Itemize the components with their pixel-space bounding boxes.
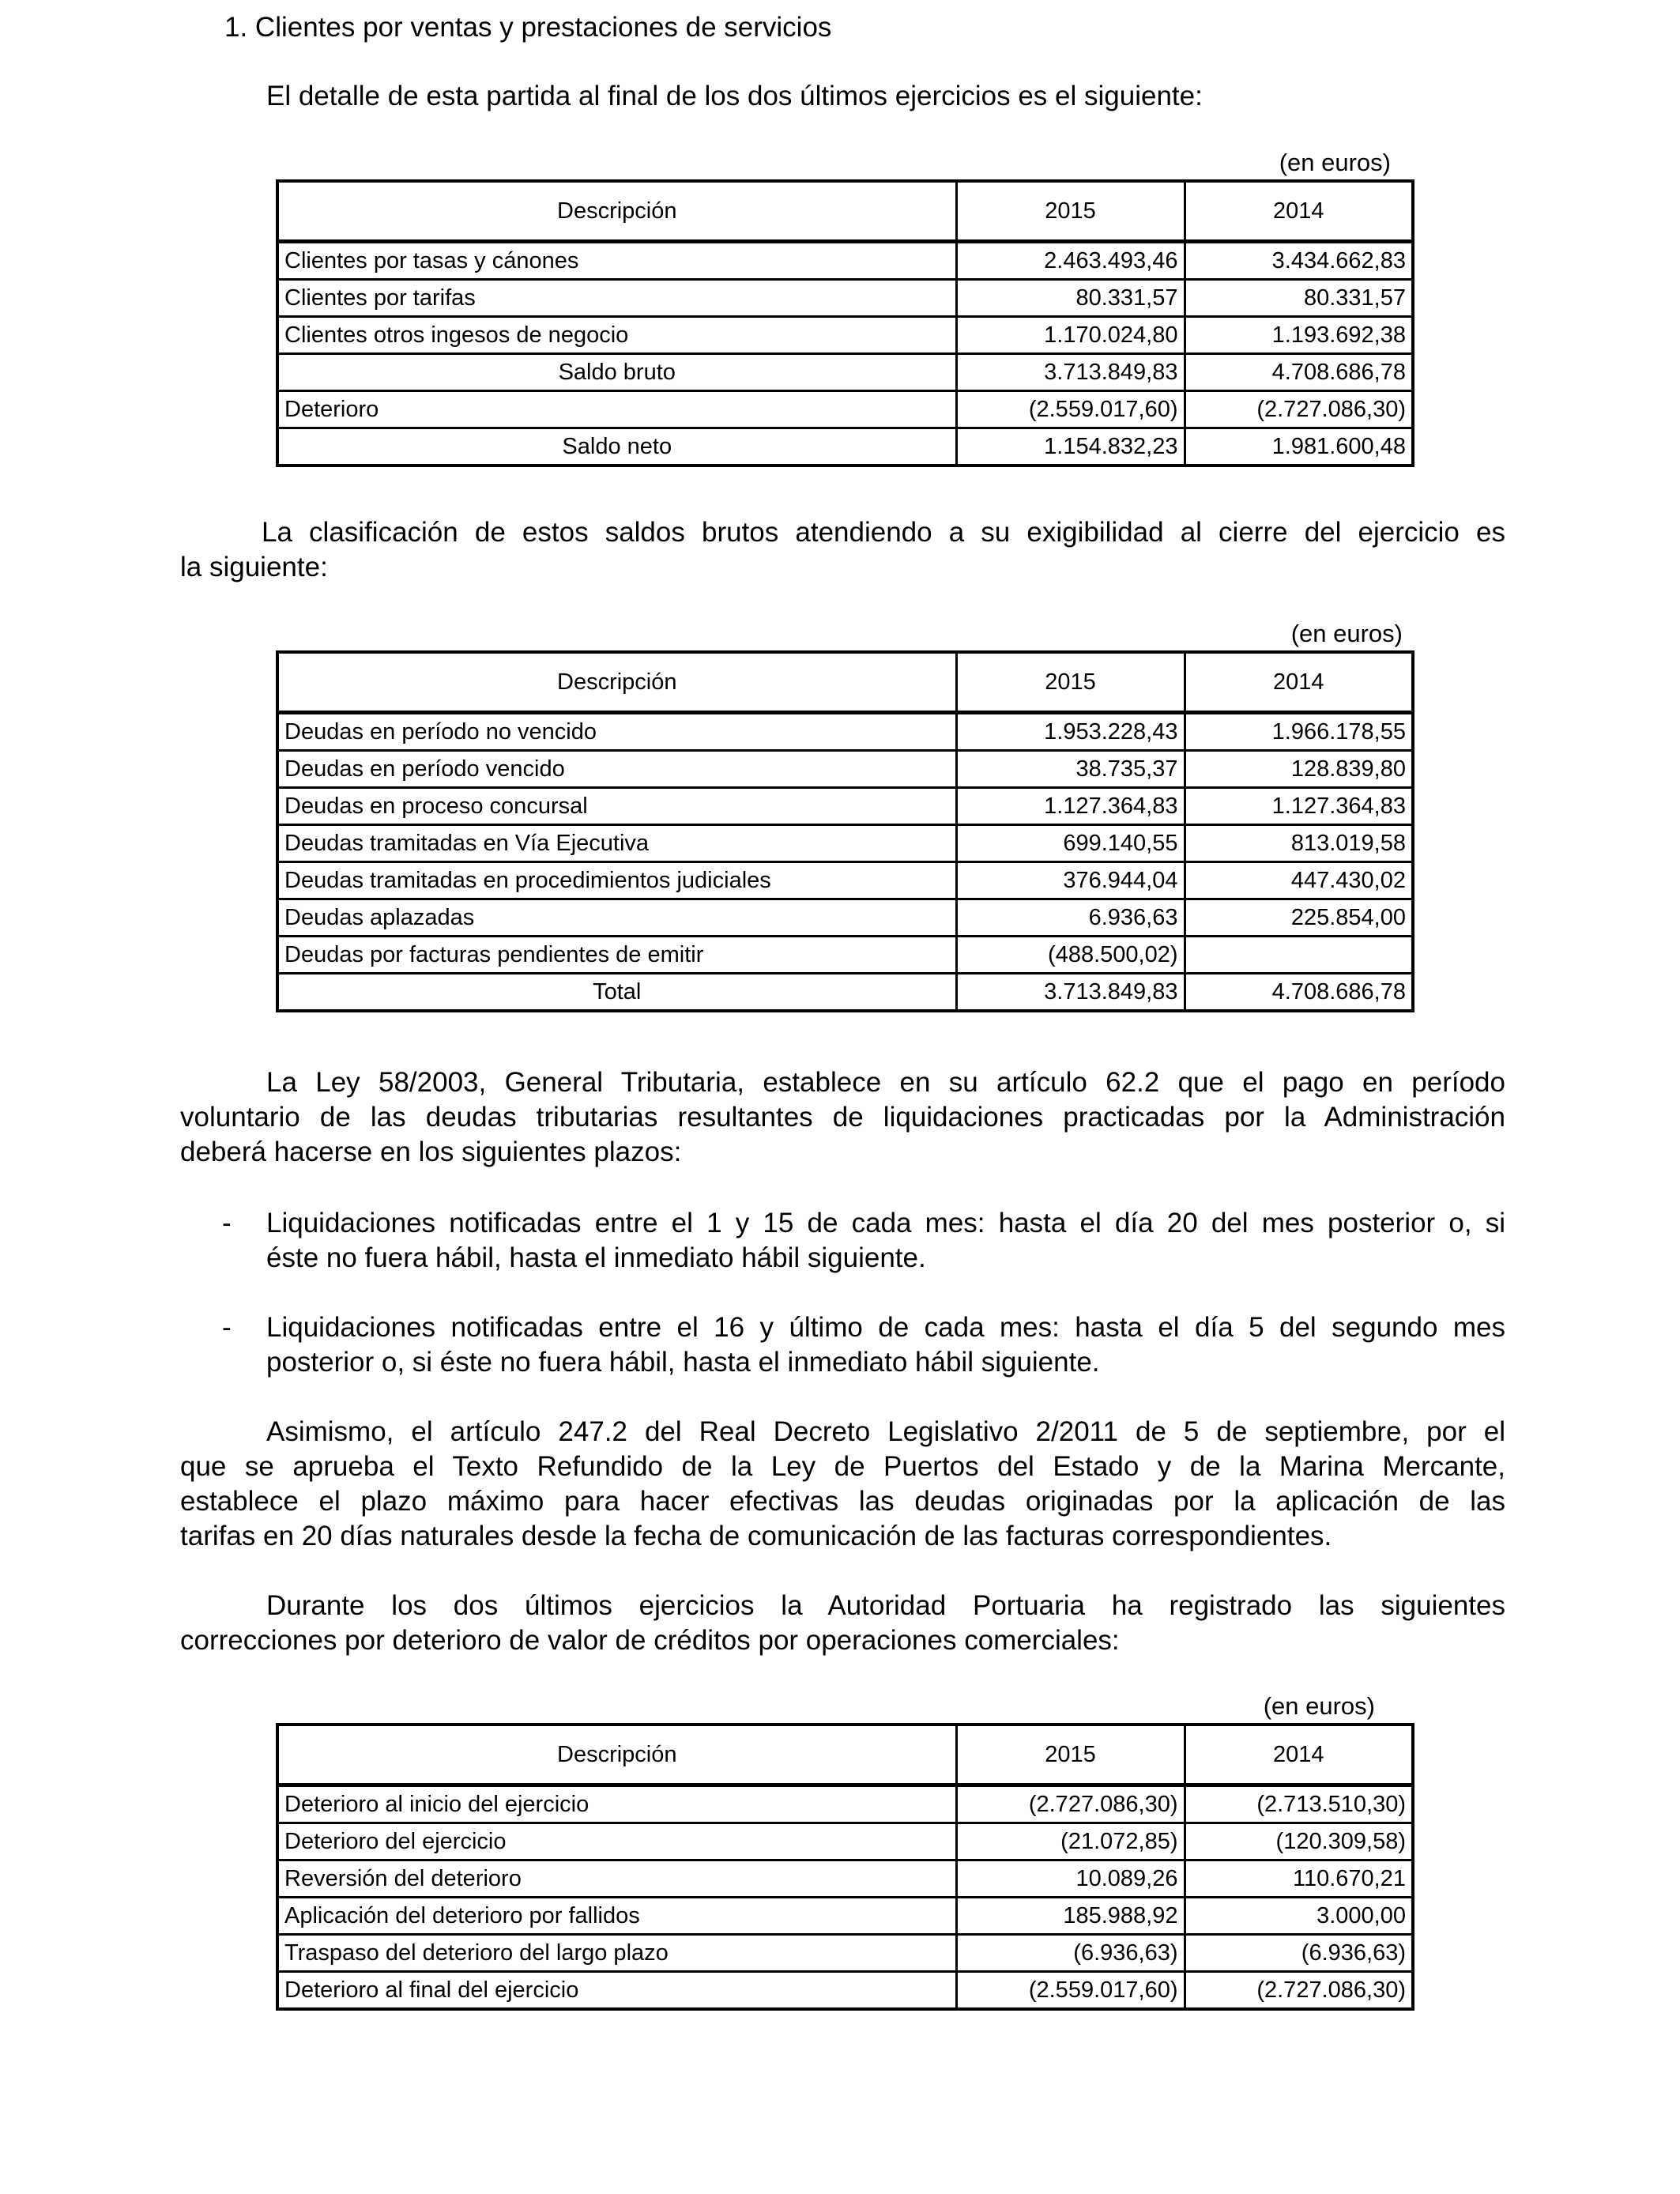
row-label: Deterioro al inicio del ejercicio xyxy=(277,1785,956,1823)
table-row xyxy=(277,788,1413,825)
bullet-dash: - xyxy=(222,1208,232,1238)
value-2015: 3.713.849,83 xyxy=(956,354,1185,391)
unit-label: (en euros) xyxy=(1263,1692,1375,1720)
unit-label: (en euros) xyxy=(1279,149,1391,176)
value-2014: 4.708.686,78 xyxy=(1185,974,1413,1012)
table-row xyxy=(277,1898,1413,1935)
value-2014: 3.000,00 xyxy=(1185,1898,1413,1935)
value-2015: 376.944,04 xyxy=(956,862,1185,899)
value-2014: 447.430,02 xyxy=(1185,862,1413,899)
row-label: Deterioro al final del ejercicio xyxy=(277,1972,956,2010)
total-row xyxy=(277,428,1413,466)
paragraph-line: correcciones por deterioro de valor de créditos por operaciones comerciales: xyxy=(180,1625,1120,1656)
row-label: Deudas tramitadas en Vía Ejecutiva xyxy=(277,825,956,862)
bullet-line: Liquidaciones notificadas entre el 16 y último de cada mes: hasta el día 5 del segundo mes xyxy=(266,1312,1505,1343)
value-2014: 80.331,57 xyxy=(1185,280,1413,317)
value-2015: 1.953.228,43 xyxy=(956,713,1185,751)
paragraph-line: la siguiente: xyxy=(180,552,328,582)
value-2014: 3.434.662,83 xyxy=(1185,242,1413,280)
value-2015: 3.713.849,83 xyxy=(956,974,1185,1012)
value-2015: (21.072,85) xyxy=(956,1823,1185,1860)
paragraph-line xyxy=(180,1415,1505,1449)
value-2014: (2.727.086,30) xyxy=(1185,391,1413,428)
header-2014: 2014 xyxy=(1185,1725,1413,1785)
value-2015: (2.727.086,30) xyxy=(956,1785,1185,1823)
table-row xyxy=(277,391,1413,428)
row-label: Deudas por facturas pendientes de emitir xyxy=(277,937,956,974)
bullet-line: éste no fuera hábil, hasta el inmediato hábil siguiente. xyxy=(266,1242,926,1273)
table-row xyxy=(277,1935,1413,1972)
header-descripcion: Descripción xyxy=(277,181,956,242)
bullet-line: Liquidaciones notificadas entre el 1 y 15 de cada mes: hasta el día 20 del mes posterior o, si xyxy=(266,1208,1505,1238)
row-label: Clientes otros ingesos de negocio xyxy=(277,317,956,354)
value-2015: 10.089,26 xyxy=(956,1860,1185,1898)
paragraph-line xyxy=(180,1589,1505,1623)
para3-line1: La Ley 58/2003, General Tributaria, establece en su artículo 62.2 que el pago en período xyxy=(266,1067,1505,1098)
row-label: Saldo bruto xyxy=(277,354,956,391)
value-2014 xyxy=(1185,937,1413,974)
value-2014: 813.019,58 xyxy=(1185,825,1413,862)
value-2015: 1.170.024,80 xyxy=(956,317,1185,354)
intro-paragraph: El detalle de esta partida al final de los dos últimos ejercicios es el siguiente: xyxy=(266,81,1203,111)
value-2014: 225.854,00 xyxy=(1185,899,1413,937)
value-2014: 1.966.178,55 xyxy=(1185,713,1413,751)
section-heading: 1. Clientes por ventas y prestaciones de servicios xyxy=(224,12,832,43)
table-row xyxy=(277,899,1413,937)
table-row xyxy=(277,280,1413,317)
paragraph-line: que se aprueba el Texto Refundido de la Ley de Puertos del Estado y de la Marina Mercante, xyxy=(180,1451,1505,1482)
paragraph-line xyxy=(180,1065,1505,1100)
value-2015: 80.331,57 xyxy=(956,280,1185,317)
value-2014: (2.713.510,30) xyxy=(1185,1785,1413,1823)
header-2015: 2015 xyxy=(956,1725,1185,1785)
value-2015: (6.936,63) xyxy=(956,1935,1185,1972)
total-row xyxy=(277,1972,1413,2010)
header-2014: 2014 xyxy=(1185,181,1413,242)
value-2014: 1.193.692,38 xyxy=(1185,317,1413,354)
value-2015: 699.140,55 xyxy=(956,825,1185,862)
row-label: Deudas tramitadas en procedimientos judiciales xyxy=(277,862,956,899)
value-2015: 38.735,37 xyxy=(956,751,1185,788)
value-2014: (6.936,63) xyxy=(1185,1935,1413,1972)
paragraph-line: establece el plazo máximo para hacer efectivas las deudas originadas por la aplicación de las xyxy=(180,1486,1505,1517)
table-row xyxy=(277,825,1413,862)
paragraph-line: deberá hacerse en los siguientes plazos: xyxy=(180,1137,682,1167)
table-header-row xyxy=(277,1725,1413,1785)
row-label: Aplicación del deterioro por fallidos xyxy=(277,1898,956,1935)
paragraph-line: voluntario de las deudas tributarias resultantes de liquidaciones practicadas por la Administración xyxy=(180,1102,1505,1133)
table-row xyxy=(277,317,1413,354)
para5-line1: Durante los dos últimos ejercicios la Autoridad Portuaria ha registrado las siguientes xyxy=(266,1590,1505,1621)
value-2014: 1.127.364,83 xyxy=(1185,788,1413,825)
value-2015: 1.127.364,83 xyxy=(956,788,1185,825)
unit-label: (en euros) xyxy=(1290,620,1403,647)
row-label: Traspaso del deterioro del largo plazo xyxy=(277,1935,956,1972)
bullet-dash: - xyxy=(222,1312,232,1343)
row-label: Clientes por tasas y cánones xyxy=(277,242,956,280)
clientes-table xyxy=(276,179,1414,467)
value-2015: 2.463.493,46 xyxy=(956,242,1185,280)
header-descripcion: Descripción xyxy=(277,652,956,713)
row-label: Reversión del deterioro xyxy=(277,1860,956,1898)
value-2015: (488.500,02) xyxy=(956,937,1185,974)
value-2015: 185.988,92 xyxy=(956,1898,1185,1935)
table-row xyxy=(277,1785,1413,1823)
row-label: Deudas en período vencido xyxy=(277,751,956,788)
value-2014: (120.309,58) xyxy=(1185,1823,1413,1860)
subtotal-row xyxy=(277,354,1413,391)
bullet-line: posterior o, si éste no fuera hábil, hasta el inmediato hábil siguiente. xyxy=(266,1347,1100,1378)
deterioro-table xyxy=(276,1723,1414,2011)
value-2014: 128.839,80 xyxy=(1185,751,1413,788)
value-2015: 6.936,63 xyxy=(956,899,1185,937)
header-descripcion: Descripción xyxy=(277,1725,956,1785)
table-row xyxy=(277,937,1413,974)
row-label: Clientes por tarifas xyxy=(277,280,956,317)
value-2014: 4.708.686,78 xyxy=(1185,354,1413,391)
table-row xyxy=(277,242,1413,280)
table-row xyxy=(277,713,1413,751)
table-header-row xyxy=(277,181,1413,242)
table-row xyxy=(277,862,1413,899)
para2-line1: La clasificación de estos saldos brutos atendiendo a su exigibilidad al cierre del ejercicio es xyxy=(262,517,1505,548)
table-row xyxy=(277,1860,1413,1898)
value-2015: (2.559.017,60) xyxy=(956,391,1185,428)
value-2014: 110.670,21 xyxy=(1185,1860,1413,1898)
header-2014: 2014 xyxy=(1185,652,1413,713)
row-label: Deterioro del ejercicio xyxy=(277,1823,956,1860)
row-label: Deterioro xyxy=(277,391,956,428)
header-2015: 2015 xyxy=(956,652,1185,713)
paragraph-line xyxy=(180,515,1505,550)
value-2014: (2.727.086,30) xyxy=(1185,1972,1413,2010)
exigibilidad-table xyxy=(276,650,1414,1012)
table-header-row xyxy=(277,652,1413,713)
row-label: Total xyxy=(277,974,956,1012)
value-2014: 1.981.600,48 xyxy=(1185,428,1413,466)
row-label: Deudas en período no vencido xyxy=(277,713,956,751)
row-label: Saldo neto xyxy=(277,428,956,466)
total-row xyxy=(277,974,1413,1012)
value-2015: (2.559.017,60) xyxy=(956,1972,1185,2010)
header-2015: 2015 xyxy=(956,181,1185,242)
para4-line1: Asimismo, el artículo 247.2 del Real Decreto Legislativo 2/2011 de 5 de septiembre, por el xyxy=(266,1416,1505,1447)
value-2015: 1.154.832,23 xyxy=(956,428,1185,466)
row-label: Deudas aplazadas xyxy=(277,899,956,937)
row-label: Deudas en proceso concursal xyxy=(277,788,956,825)
paragraph-line: tarifas en 20 días naturales desde la fecha de comunicación de las facturas correspondientes. xyxy=(180,1521,1332,1551)
table-row xyxy=(277,751,1413,788)
table-row xyxy=(277,1823,1413,1860)
